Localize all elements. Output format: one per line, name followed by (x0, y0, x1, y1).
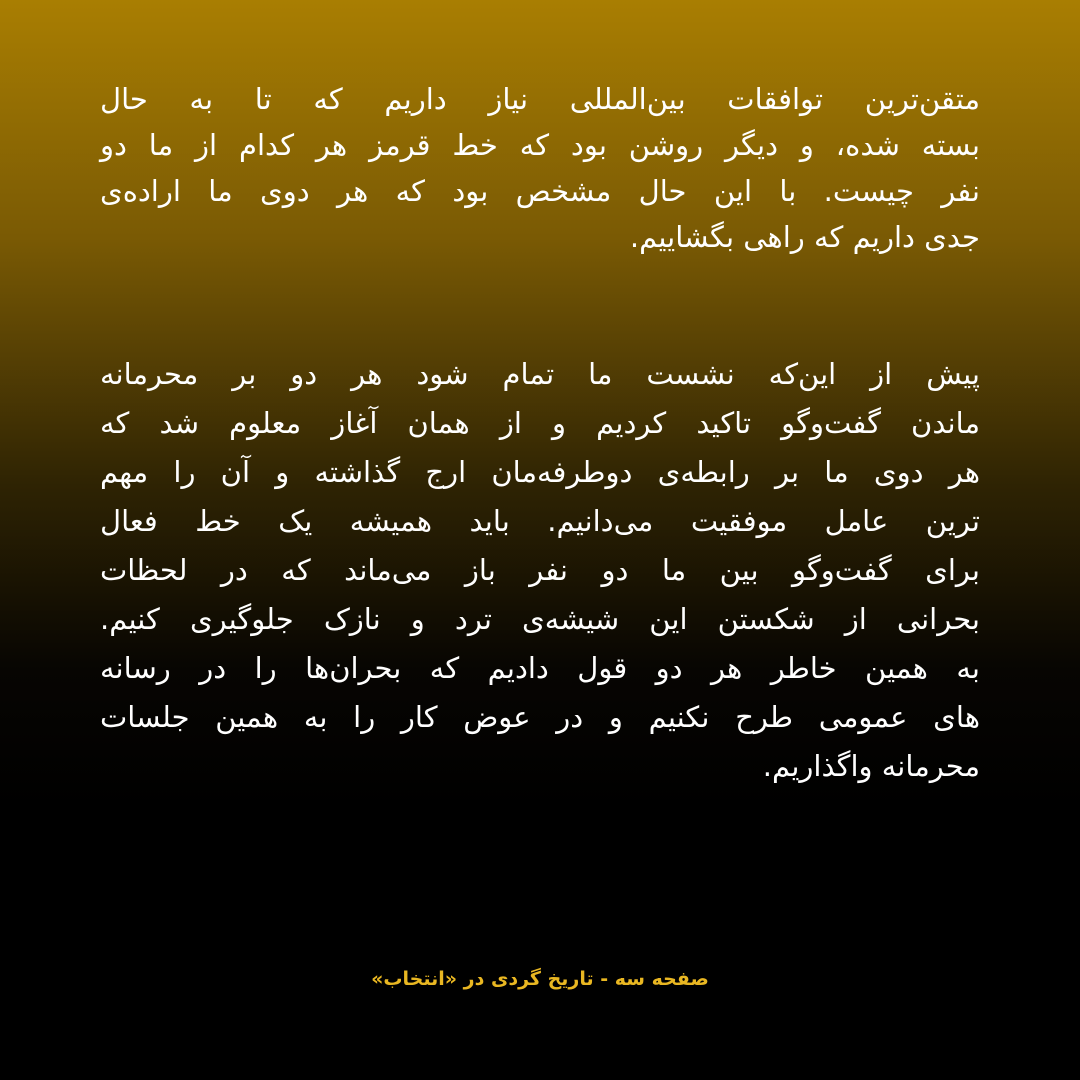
text-line: متقن‌ترین توافقات بین‌المللی نیاز داریم که تا به حال (100, 82, 980, 116)
text-line: هر دوی ما بر رابطه‌ی دوطرفه‌مان ارج گذاشته و آن را مهم (100, 455, 980, 489)
text-line: برای گفت‌وگو بین ما دو نفر باز می‌ماند که در لحظات (100, 553, 980, 587)
text-line: ماندن گفت‌وگو تاکید کردیم و از همان آغاز معلوم شد که (100, 406, 980, 440)
paragraph-2 (100, 350, 980, 791)
text-line: پیش از این‌که نشست ما تمام شود هر دو بر محرمانه (100, 357, 980, 391)
text-line: بسته شده، و دیگر روشن بود که خط قرمز هر کدام از ما دو (100, 128, 980, 162)
text-line: بحرانی از شکستن این شیشه‌ی ترد و نازک جلوگیری کنیم. (100, 602, 980, 636)
text-line: نفر چیست. با این حال مشخص بود که هر دوی ما اراده‌ی (100, 174, 980, 208)
page-footer: صفحه سه - تاریخ گردی در «انتخاب» (371, 968, 709, 990)
text-line: به همین خاطر هر دو قول دادیم که بحران‌ها را در رسانه (100, 651, 980, 685)
text-line: ترین عامل موفقیت می‌دانیم. باید همیشه یک خط فعال (100, 504, 980, 538)
text-line: های عمومی طرح نکنیم و در عوض کار را به همین جلسات (100, 700, 980, 734)
text-line: جدی داریم که راهی بگشاییم. (629, 220, 980, 254)
text-line: محرمانه واگذاریم. (762, 749, 980, 783)
paragraph-1 (100, 76, 980, 260)
